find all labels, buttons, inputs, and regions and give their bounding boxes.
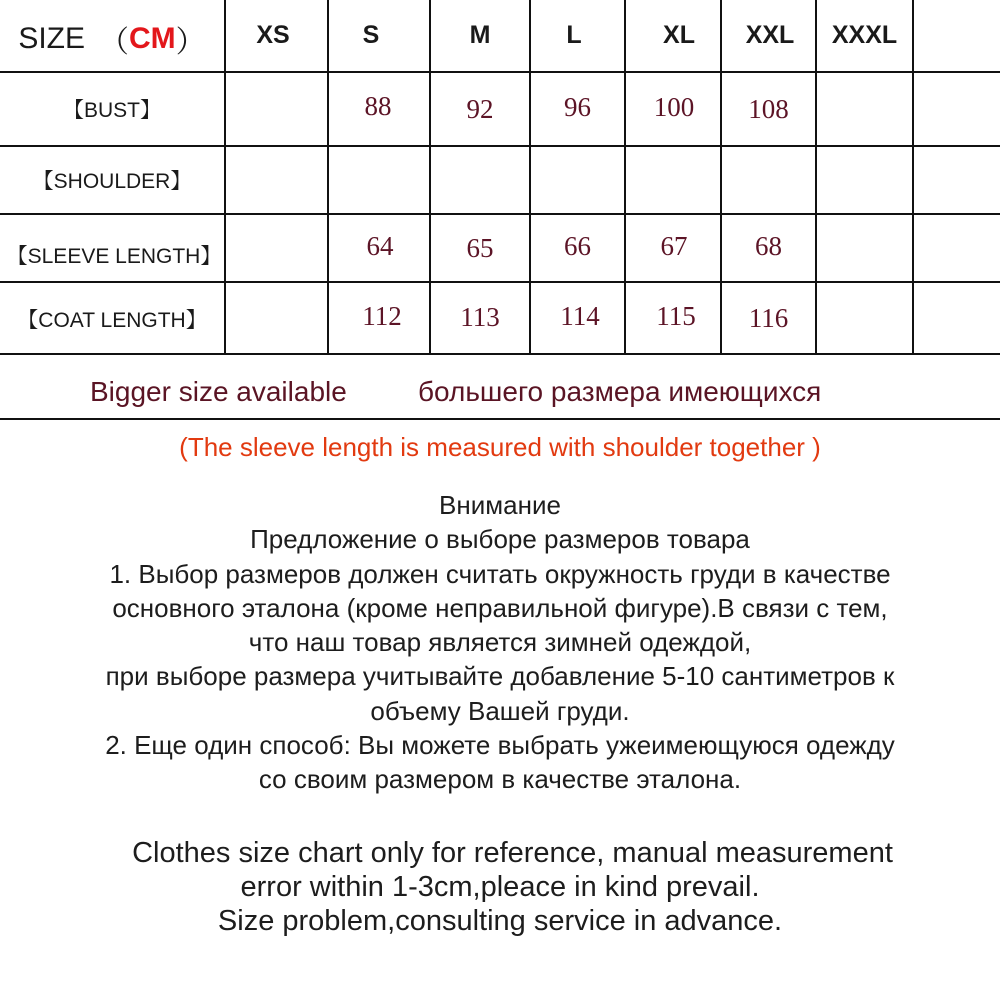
row-label-coat-length: 【COAT LENGTH】 [17, 309, 207, 332]
size-header-xs: XS [256, 21, 290, 49]
ru-line: Предложение о выборе размеров товара [250, 524, 750, 555]
bust-xxl: 108 [748, 93, 789, 124]
size-header-xxl: XXL [745, 21, 795, 49]
row-label-sleeve-length: 【SLEEVE LENGTH】 [6, 245, 222, 268]
ru-line: 1. Выбор размеров должен считать окружность груди в качестве [109, 558, 891, 589]
size-header-m: M [469, 21, 491, 49]
sleeve-measure-note: (The sleeve length is measured with shoulder together ) [179, 432, 821, 462]
grid-line [912, 0, 914, 355]
size-chart-table [0, 0, 1000, 355]
unit-close-paren: ） [175, 25, 206, 59]
bust-l: 96 [564, 91, 591, 122]
coat-l: 114 [560, 300, 600, 331]
size-header-xxxl: XXXL [831, 21, 898, 49]
bust-xl: 100 [653, 91, 695, 122]
ru-line: 2. Еще один способ: Вы можете выбрать ужеимеющуюся одежду [105, 730, 895, 761]
bigger-size-banner [0, 368, 1000, 420]
coat-xl: 115 [656, 300, 696, 331]
unit-label: CM [129, 21, 176, 55]
ru-line: основного эталона (кроме неправильной фигуре).В связи с тем, [112, 592, 888, 623]
bigger-size-ru: большего размера имеющихся [418, 376, 822, 407]
bigger-size-en: Bigger size available [90, 376, 347, 407]
sleeve-xxl: 68 [755, 230, 782, 261]
en-line: error within 1-3cm,pleace in kind prevail. [240, 871, 760, 903]
sleeve-m: 65 [466, 232, 494, 263]
ru-line: что наш товар является зимней одеждой, [248, 627, 752, 658]
en-line: Size problem,consulting service in advance. [217, 905, 783, 937]
coat-xxl: 116 [748, 302, 789, 333]
sleeve-l: 66 [564, 230, 591, 261]
unit-open-paren: （ [99, 25, 130, 59]
ru-line: при выборе размера учитывайте добавление 5-10 сантиметров к [105, 661, 895, 692]
coat-s: 112 [362, 300, 402, 331]
sleeve-xl: 67 [660, 230, 688, 261]
ru-line: Внимание [439, 490, 561, 520]
row-label-bust: 【BUST】 [62, 99, 161, 122]
size-unit-header [0, 0, 224, 71]
russian-instructions [0, 488, 1000, 797]
coat-m: 113 [460, 301, 500, 332]
ru-line: объему Вашей груди. [370, 695, 630, 726]
english-disclaimer [0, 836, 1000, 938]
grid-line [0, 418, 1000, 420]
en-line: Clothes size chart only for reference, manual measurement [132, 837, 893, 869]
row-label-shoulder: 【SHOULDER】 [32, 170, 192, 193]
size-header-l: L [566, 21, 582, 49]
sleeve-s: 64 [366, 230, 394, 261]
ru-line: со своим размером в качестве эталона. [258, 764, 742, 795]
bust-s: 88 [364, 90, 392, 121]
size-header-xl: XL [663, 21, 695, 49]
size-label: SIZE [18, 21, 86, 55]
bust-m: 92 [466, 93, 494, 124]
size-header-s: S [362, 21, 380, 49]
